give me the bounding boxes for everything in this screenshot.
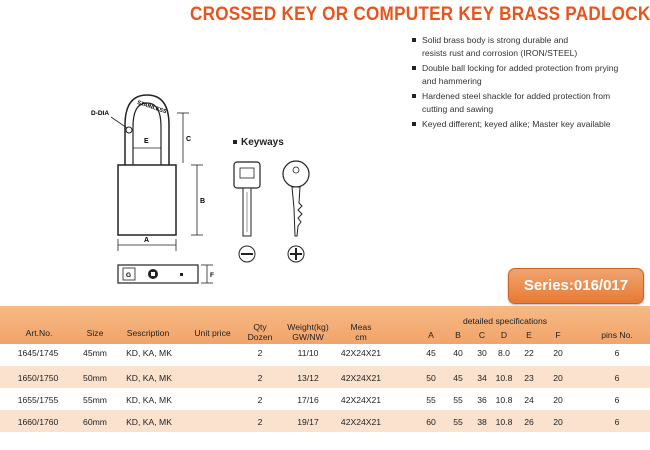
cell-e: 24 <box>524 395 534 405</box>
cell-c: 36 <box>477 395 487 405</box>
series-badge: Series:016/017 <box>508 268 644 304</box>
cell-d: 10.8 <box>495 395 513 405</box>
feature-item <box>412 90 647 115</box>
cell-art-no: 1645/1745 <box>17 348 59 358</box>
e-dimension-label: E <box>144 138 149 145</box>
cell-size: 50mm <box>83 373 107 383</box>
cell-a: 45 <box>426 348 436 358</box>
cell-pins: 6 <box>614 373 620 383</box>
cell-b: 55 <box>453 395 463 405</box>
feature-line: Keyed different; keyed alike; Master key available <box>422 119 611 129</box>
col-b: B <box>455 330 461 340</box>
square-bullet-icon <box>412 122 416 126</box>
cell-b: 40 <box>453 348 463 358</box>
cell-e: 23 <box>524 373 534 383</box>
cell-qty: 2 <box>257 373 263 383</box>
col-qty-line: Qty <box>253 322 267 332</box>
col-weight <box>278 322 338 342</box>
cell-size: 45mm <box>83 348 107 358</box>
padlock-body <box>118 165 176 235</box>
cell-d: 8.0 <box>498 348 510 358</box>
square-bullet-icon <box>412 66 416 70</box>
col-size: Size <box>86 328 104 338</box>
cell-pins: 6 <box>614 417 620 427</box>
cell-meas: 42X24X21 <box>340 417 382 427</box>
feature-item <box>412 34 647 59</box>
keys-illustration <box>228 158 323 270</box>
cell-qty: 2 <box>257 417 263 427</box>
cell-f: 20 <box>553 417 563 427</box>
f-dimension-label: F <box>210 272 214 279</box>
c-dimension-label: C <box>186 136 192 143</box>
feature-line: resists rust and corrosion (IRON/STEEL) <box>422 47 578 58</box>
cell-description: KD, KA, MK <box>126 373 172 383</box>
col-weight-line: GW/NW <box>292 332 324 342</box>
b-dimension-label: B <box>200 198 206 205</box>
cell-a: 60 <box>426 417 436 427</box>
cell-art-no: 1650/1750 <box>17 373 59 383</box>
col-meas <box>336 322 386 342</box>
spec-table <box>0 306 650 450</box>
cell-c: 30 <box>477 348 487 358</box>
cell-f: 20 <box>553 373 563 383</box>
cell-e: 26 <box>524 417 534 427</box>
feature-line: Double ball locking for added protection from prying <box>422 63 619 73</box>
cell-size: 55mm <box>83 395 107 405</box>
cell-art-no: 1660/1760 <box>17 417 59 427</box>
cell-d: 10.8 <box>495 373 513 383</box>
cell-weight: 13/12 <box>297 373 319 383</box>
cell-a: 55 <box>426 395 436 405</box>
col-pins: pins No. <box>601 330 633 340</box>
col-description: Sescription <box>126 328 170 338</box>
cell-pins: 6 <box>614 395 620 405</box>
page-title: CROSSED KEY OR COMPUTER KEY BRASS PADLOCK <box>190 4 650 25</box>
col-qty-line: Dozen <box>247 332 273 342</box>
col-art-no: Art.No. <box>25 328 53 338</box>
cell-meas: 42X24X21 <box>340 395 382 405</box>
cell-meas: 42X24X21 <box>340 373 382 383</box>
cell-f: 20 <box>553 348 563 358</box>
detailed-spec-header: detailed specifications <box>462 316 548 326</box>
cell-weight: 11/10 <box>297 348 319 358</box>
cell-d: 10.8 <box>495 417 513 427</box>
col-d: D <box>500 330 508 340</box>
feature-line: and hammering <box>422 75 482 86</box>
keyways-title <box>233 137 284 148</box>
col-a: A <box>428 330 434 340</box>
padlock-technical-drawing <box>85 85 225 300</box>
col-meas-line: cm <box>355 332 367 342</box>
cell-size: 60mm <box>83 417 107 427</box>
cell-description: KD, KA, MK <box>126 348 172 358</box>
cell-description: KD, KA, MK <box>126 417 172 427</box>
col-e: E <box>526 330 532 340</box>
col-c: C <box>478 330 486 340</box>
cell-f: 20 <box>553 395 563 405</box>
feature-list <box>412 34 647 134</box>
cell-e: 22 <box>524 348 534 358</box>
col-meas-line: Meas <box>350 322 372 332</box>
square-bullet-icon <box>412 38 416 42</box>
col-qty <box>245 322 275 342</box>
feature-line: Hardened steel shackle for added protection from <box>422 91 611 101</box>
feature-line: Solid brass body is strong durable and <box>422 35 569 45</box>
cell-art-no: 1655/1755 <box>17 395 59 405</box>
feature-item <box>412 62 647 87</box>
cell-weight: 17/16 <box>297 395 319 405</box>
square-bullet-icon <box>233 140 237 144</box>
col-unit-price: Unit price <box>194 328 231 338</box>
col-f: F <box>555 330 561 340</box>
keyways-label: Keyways <box>241 137 284 148</box>
cell-c: 34 <box>477 373 487 383</box>
cross-key-icon <box>283 161 309 236</box>
cell-description: KD, KA, MK <box>126 395 172 405</box>
g-dimension-label: G <box>126 272 132 279</box>
cell-pins: 6 <box>614 348 620 358</box>
cell-a: 50 <box>426 373 436 383</box>
cell-meas: 42X24X21 <box>340 348 382 358</box>
d-dia-label: D-DIA <box>91 110 110 117</box>
computer-key-icon <box>234 162 260 236</box>
a-dimension-label: A <box>144 237 150 244</box>
feature-item <box>412 118 647 131</box>
cell-b: 45 <box>453 373 463 383</box>
col-weight-line: Weight(kg) <box>287 322 329 332</box>
cell-weight: 19/17 <box>297 417 319 427</box>
feature-line: cutting and sawing <box>422 103 494 114</box>
cell-c: 38 <box>477 417 487 427</box>
cell-b: 55 <box>453 417 463 427</box>
square-bullet-icon <box>412 94 416 98</box>
stainless-label: STAINLESS <box>136 100 168 116</box>
cell-qty: 2 <box>257 348 263 358</box>
cell-qty: 2 <box>257 395 263 405</box>
